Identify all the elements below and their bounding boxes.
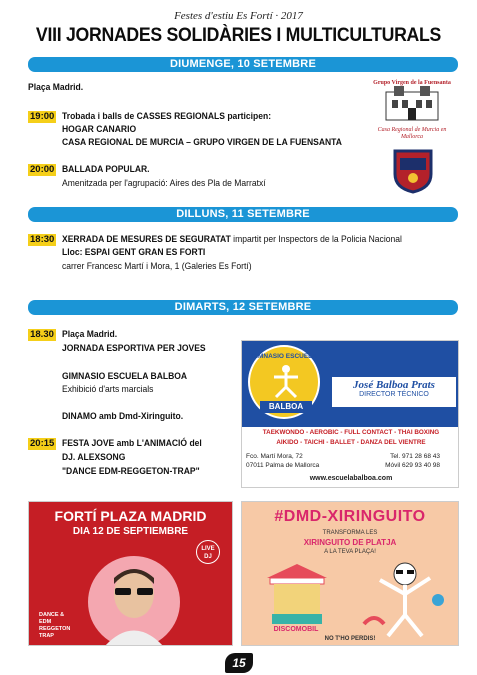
phone-line: Tel. 971 28 68 43 <box>390 453 440 460</box>
dmd-shop: DISCOMOBIL <box>273 626 319 633</box>
director-name: José Balboa Prats <box>353 379 435 391</box>
building-icon <box>368 86 456 122</box>
event-line: carrer Francesc Martí i Mora, 1 (Galeries Es Fortí) <box>62 261 252 272</box>
page-subtitle: Festes d'estiu Es Fortí · 2017 <box>174 10 303 22</box>
event-line: GIMNASIO ESCUELA BALBOA <box>62 371 188 382</box>
location-text: Plaça Madrid. <box>28 82 84 93</box>
disciplines <box>242 427 459 449</box>
forti-ad <box>28 501 233 646</box>
time-badge: 20:00 <box>30 164 55 175</box>
event-line: HOGAR CANARIO <box>62 124 137 135</box>
skeleton-dancer-icon <box>360 560 450 638</box>
emblem-arc-text: GIMNASIO ESCUELA <box>251 353 317 360</box>
beach-kiosk-icon <box>262 560 332 630</box>
event-line: DJ. ALEXSONG <box>62 452 126 463</box>
talk-rest: impartit per Inspectors de la Policia Nacional <box>230 234 402 245</box>
disciplines-line: AIKIDO - TAICHI - BALLET - DANZA DEL VIENTRE <box>276 439 426 446</box>
balboa-ad <box>241 340 459 488</box>
dmd-sub: XIRINGUITO DE PLATJA <box>303 538 397 547</box>
event-line: CASA REGIONAL DE MURCIA – GRUPO VIRGEN DE LA FUENSANTA <box>62 137 342 148</box>
event-line: Exhibició d'arts marcials <box>62 384 154 395</box>
web-line: www.escuelabalboa.com <box>309 475 393 482</box>
day-bar-tuesday: DIMARTS, 12 SETEMBRE <box>28 300 458 315</box>
forti-title: FORTÍ PLAZA MADRID <box>54 508 207 524</box>
dmd-foot: NO T'HO PERDIS! <box>324 636 376 642</box>
event-line: BALLADA POPULAR. <box>62 164 150 175</box>
time-badge: 18.30 <box>28 329 56 341</box>
director-role: DIRECTOR TÉCNICO <box>359 391 429 398</box>
martial-artist-icon <box>268 363 304 399</box>
live-dj-badge: LIVE DJ <box>196 540 220 564</box>
dmd-ad <box>241 501 459 646</box>
dmd-sub: TRANSFORMA LES <box>322 530 378 536</box>
time-badge: 19:00 <box>30 111 55 122</box>
mobile-line: Móvil 629 93 40 98 <box>385 462 440 469</box>
balboa-emblem <box>248 345 320 419</box>
day-bar-monday: DILLUNS, 11 SETEMBRE <box>28 207 458 222</box>
balboa-badge: BALBOA <box>260 401 312 413</box>
event-line: FESTA JOVE amb L'ANIMACIÓ del <box>62 438 202 449</box>
event-line: Plaça Madrid. <box>62 329 118 340</box>
logo-caption: Casa Regional de Murcia en Mallorca <box>377 127 447 140</box>
page-number: 15 <box>225 653 253 673</box>
address-line: Fco. Martí Mora, 72 <box>246 453 303 460</box>
talk-title: XERRADA DE MESURES DE SEGURATAT <box>62 234 231 245</box>
disciplines-line: TAEKWONDO - AEROBIC - FULL CONTACT - THAI BOXING <box>262 429 440 436</box>
event-line: JORNADA ESPORTIVA PER JOVES <box>62 343 206 354</box>
dmd-sub: A LA TEVA PLAÇA! <box>324 549 376 555</box>
event-line: Lloc: ESPAI GENT GRAN ES FORTI <box>62 247 206 258</box>
fuensanta-logo <box>368 80 456 142</box>
forti-date: DIA 12 DE SEPTIEMBRE <box>72 526 189 537</box>
page-title: VIII JORNADES SOLIDÀRIES I MULTICULTURALS <box>35 25 442 46</box>
contact-block <box>242 449 459 488</box>
director-card <box>332 377 456 407</box>
day-bar-sunday: DIUMENGE, 10 SETEMBRE <box>28 57 458 72</box>
event-line: "DANCE EDM-REGGETON-TRAP" <box>62 466 200 477</box>
event-line <box>62 234 402 246</box>
event-line: DINAMO amb Dmd-Xiringuito. <box>62 411 184 422</box>
dj-portrait-icon <box>84 554 184 646</box>
logo-caption: Grupo Virgen de la Fuensanta <box>373 80 451 86</box>
address-line: 07011 Palma de Mallorca <box>246 462 320 469</box>
time-badge: 20:15 <box>30 438 55 449</box>
time-badge: 18:30 <box>30 234 55 245</box>
forti-genres: DANCE & EDM REGGETON TRAP <box>39 612 71 639</box>
event-line: Trobada i balls de CASSES REGIONALS participen: <box>62 111 272 122</box>
crest-icon <box>392 148 434 194</box>
dmd-title: #DMD-XIRINGUITO <box>274 508 426 525</box>
event-line: Amenitzada per l'agrupació: Aires des Pla de Marratxí <box>62 178 266 189</box>
